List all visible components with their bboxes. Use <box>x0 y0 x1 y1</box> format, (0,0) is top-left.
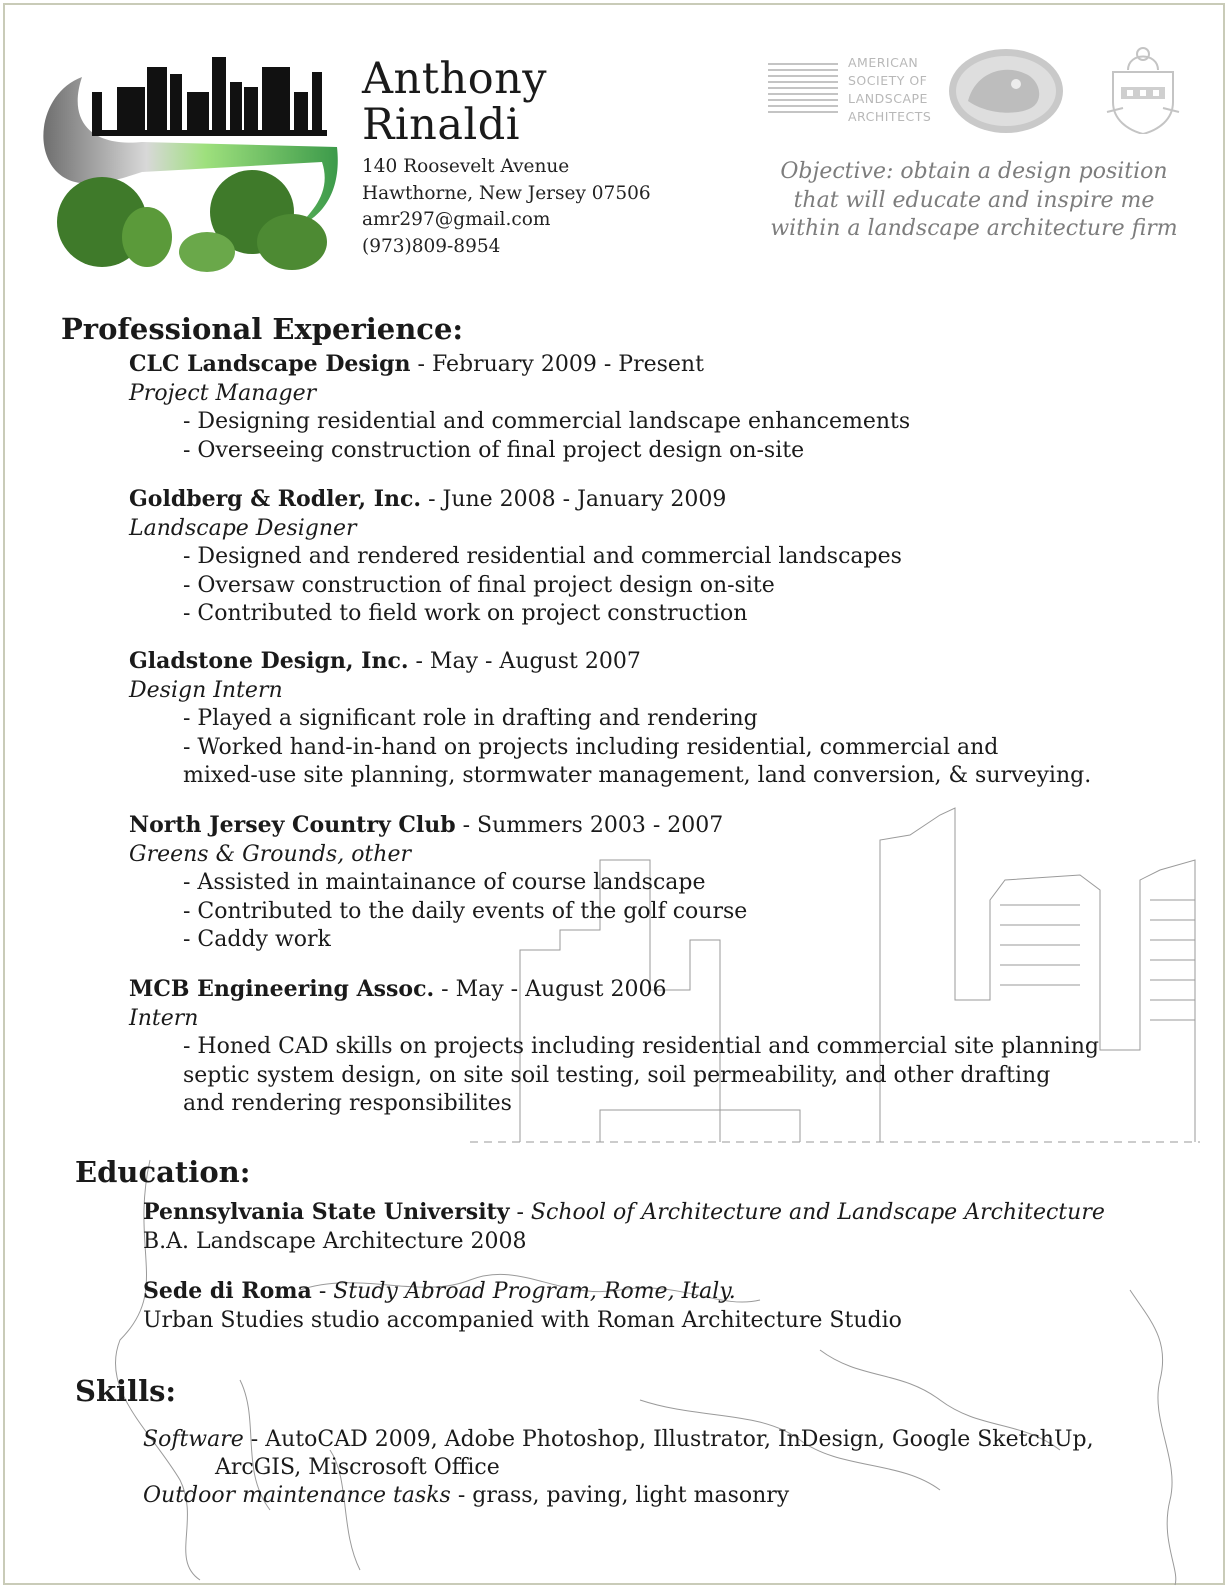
education-degree: B.A. Landscape Architecture 2008 <box>143 1229 527 1254</box>
job-dates: - May - August 2007 <box>408 649 641 674</box>
education-entry: Sede di Roma - Study Abroad Program, Rome, Italy. Urban Studies studio accompanied with Roman Architecture Studio <box>143 1277 1183 1335</box>
association-logos <box>768 50 1188 140</box>
job-duty: - Contributed to the daily events of the golf course <box>183 898 748 924</box>
job-entry <box>129 485 1189 629</box>
skill-software-list: - AutoCAD 2009, Adobe Photoshop, Illustrator, InDesign, Google SketchUp, <box>243 1427 1094 1452</box>
skill-category-outdoor: Outdoor maintenance tasks <box>143 1483 451 1508</box>
education-institution: Sede di Roma <box>143 1278 312 1304</box>
job-company: Goldberg & Rodler, Inc. <box>129 486 422 512</box>
crest-icon <box>1103 42 1183 134</box>
job-duty: septic system design, on site soil testing, soil permeability, and other drafting <box>183 1062 1051 1088</box>
job-title: Design Intern <box>129 677 283 703</box>
penn-state-lion-icon <box>946 46 1066 136</box>
job-duty: mixed-use site planning, stormwater management, land conversion, & surveying. <box>183 763 1092 788</box>
phone: (973)809-8954 <box>362 235 501 257</box>
objective-statement: Objective: obtain a design position that will educate and inspire me within a landscape architecture firm <box>770 159 1178 241</box>
skill-outdoor-list: - grass, paving, light masonry <box>450 1483 790 1508</box>
job-duty: - Assisted in maintainance of course landscape <box>183 870 706 895</box>
job-dates: - June 2008 - January 2009 <box>421 487 727 512</box>
job-company: CLC Landscape Design <box>129 351 411 377</box>
job-company: North Jersey Country Club <box>129 812 456 838</box>
job-entry <box>129 350 1189 465</box>
asla-wordmark: AMERICAN SOCIETY OF LANDSCAPE ARCHITECTS <box>848 55 932 124</box>
job-duty: - Designing residential and commercial landscape enhancements <box>183 409 911 434</box>
job-entry <box>129 975 1189 1119</box>
education-degree: Urban Studies studio accompanied with Roman Architecture Studio <box>143 1308 902 1333</box>
address-line-2: Hawthorne, New Jersey 07506 <box>362 182 651 204</box>
address-line-1: 140 Roosevelt Avenue <box>362 156 570 177</box>
section-title-experience: Professional Experience: <box>61 312 464 346</box>
job-duty: - Worked hand-in-hand on projects including residential, commercial and <box>183 734 999 760</box>
education-entry: Pennsylvania State University - School of Architecture and Landscape Architecture B.A. Landscape Architecture 2008 <box>143 1198 1183 1256</box>
job-duty: and rendering responsibilites <box>183 1091 512 1116</box>
job-dates: - Summers 2003 - 2007 <box>455 813 724 838</box>
job-entry <box>129 811 1189 955</box>
job-duty: - Caddy work <box>183 927 331 952</box>
job-entry <box>129 647 1189 791</box>
job-duty: - Contributed to field work on project construction <box>183 601 748 626</box>
job-duty: - Played a significant role in drafting and rendering <box>183 706 758 731</box>
email: amr297@gmail.com <box>362 209 551 230</box>
contact-block <box>362 154 651 260</box>
job-dates: - May - August 2006 <box>434 977 667 1002</box>
job-dates: - February 2009 - Present <box>410 352 704 377</box>
job-title: Landscape Designer <box>129 515 357 541</box>
education-program: Study Abroad Program, Rome, Italy. <box>333 1279 736 1304</box>
header-name-contact <box>362 56 651 260</box>
skills-list <box>143 1426 1183 1510</box>
job-title: Project Manager <box>129 380 317 406</box>
skyline-logo-art <box>32 52 347 272</box>
job-title: Intern <box>129 1005 199 1031</box>
asla-logo-icon <box>768 60 838 120</box>
section-title-education: Education: <box>75 1155 251 1189</box>
job-company: MCB Engineering Assoc. <box>129 976 435 1002</box>
name-first: Anthony <box>362 54 548 104</box>
skill-category-software: Software <box>143 1427 244 1452</box>
name-last: Rinaldi <box>362 100 520 150</box>
skill-software-list-cont: ArcGIS, Miscrosoft Office <box>215 1455 500 1480</box>
education-program: School of Architecture and Landscape Architecture <box>530 1200 1105 1225</box>
job-duty: - Oversaw construction of final project design on-site <box>183 572 775 598</box>
section-title-skills: Skills: <box>75 1374 177 1408</box>
job-title: Greens & Grounds, other <box>129 841 411 867</box>
job-duty: - Overseeing construction of final project design on-site <box>183 437 805 463</box>
job-company: Gladstone Design, Inc. <box>129 648 409 674</box>
education-institution: Pennsylvania State University <box>143 1199 510 1225</box>
job-duty: - Designed and rendered residential and commercial landscapes <box>183 544 902 569</box>
job-duty: - Honed CAD skills on projects including residential and commercial site planning <box>183 1034 1100 1059</box>
